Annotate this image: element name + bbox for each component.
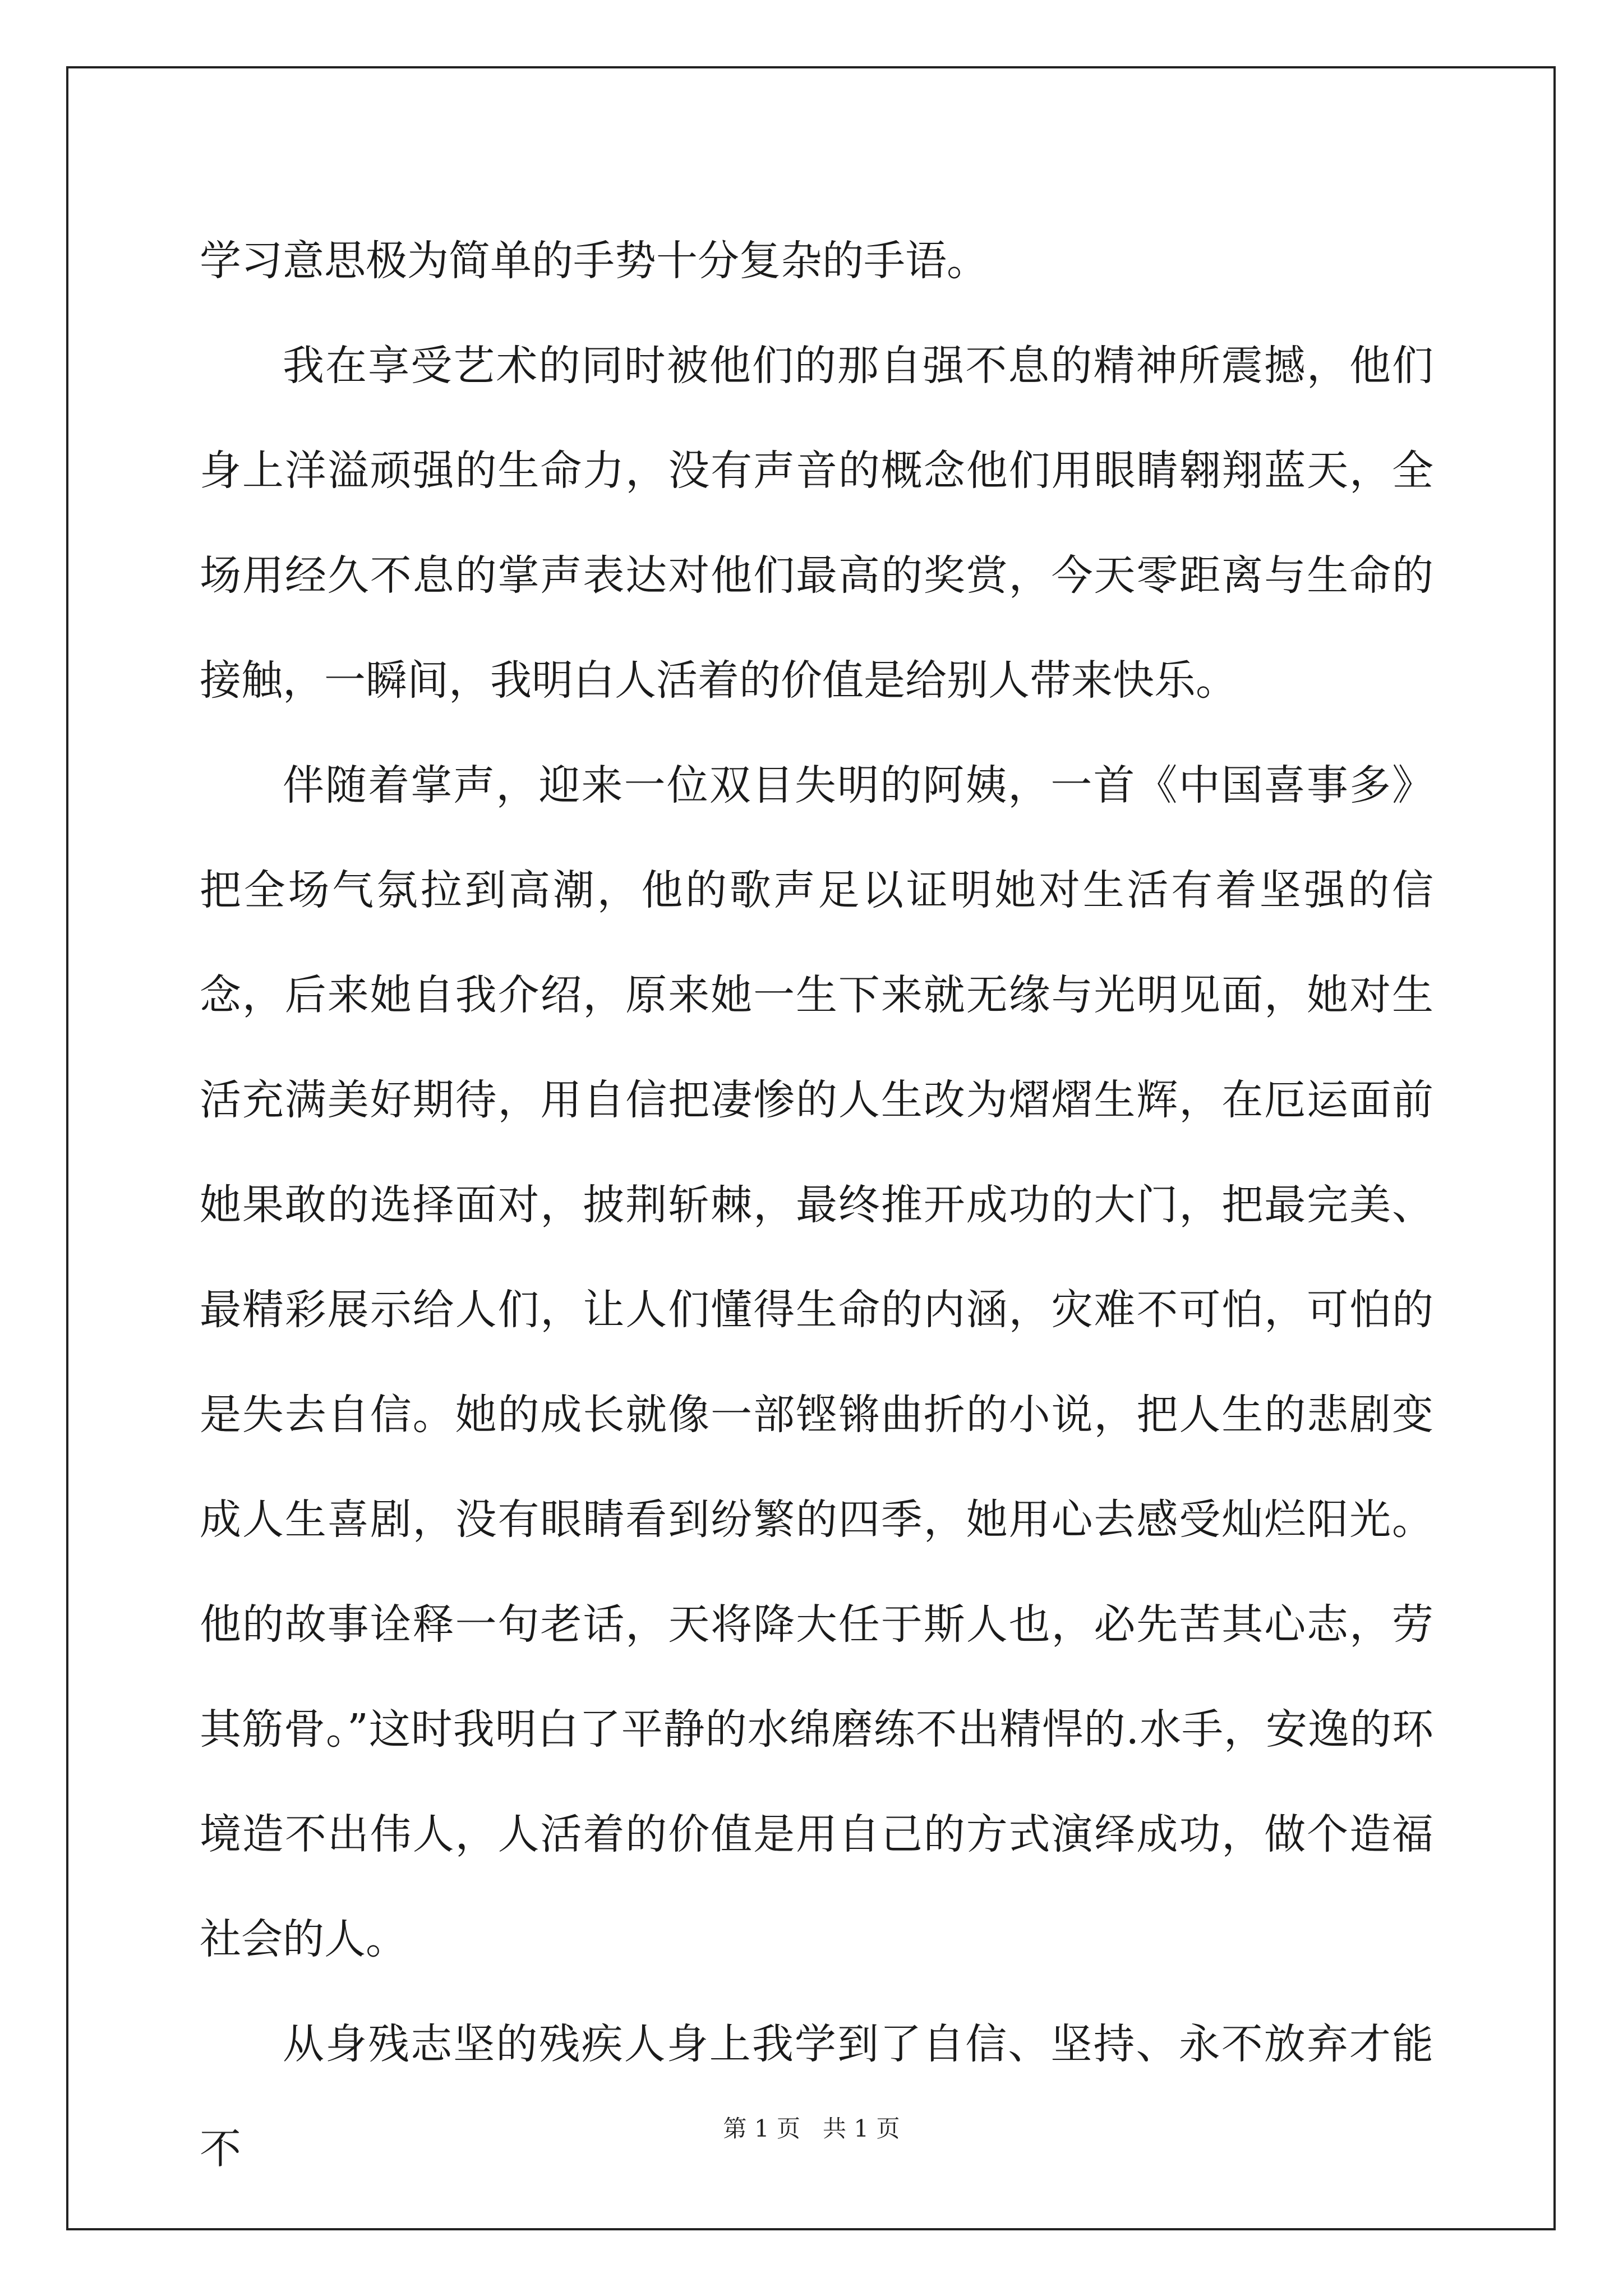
paragraph-4: 从身残志坚的残疾人身上我学到了自信、坚持、永不放弃才能不 bbox=[200, 2020, 1433, 2173]
page-number-footer: 第 1 页 共 1 页 bbox=[723, 2115, 900, 2142]
paragraph-2: 我在享受艺术的同时被他们的那自强不息的精神所震撼，他们身上洋溢顽强的生命力，没有声音的概念他们用眼睛翱翔蓝天，全场用经久不息的掌声表达对他们最高的奖赏，今天零距离与生命的接触，一瞬间，我明白人活着的价值是给别人带来快乐。 bbox=[200, 342, 1433, 705]
document-body bbox=[200, 209, 1433, 2202]
paragraph-3: 伴随着掌声，迎来一位双目失明的阿姨，一首《中国喜事多》把全场气氛拉到高潮，他的歌声足以证明她对生活有着坚强的信念，后来她自我介绍，原来她一生下来就无缘与光明见面，她对生活充满美好期待，用自信把凄惨的人生改为熠熠生辉，在厄运面前她果敢的选择面对，披荆斩棘，最终推开成功的大门，把最完美、最精彩展示给人们，让人们懂得生命的内涵，灾难不可怕，可怕的是失去自信。她的成长就像一部铿锵曲折的小说，把人生的悲剧变成人生喜剧，没有眼睛看到纷繁的四季，她用心去感受灿烂阳光。他的故事诠释一句老话，天将降大任于斯人也，必先苦其心志，劳其筋骨。”这时我明白了平静的水绵磨练不出精悍的.水手，安逸的环境造不出伟人，人活着的价值是用自己的方式演绎成功，做个造福社会的人。 bbox=[200, 761, 1433, 1963]
paragraph-1: 学习意思极为简单的手势十分复杂的手语。 bbox=[200, 237, 988, 285]
